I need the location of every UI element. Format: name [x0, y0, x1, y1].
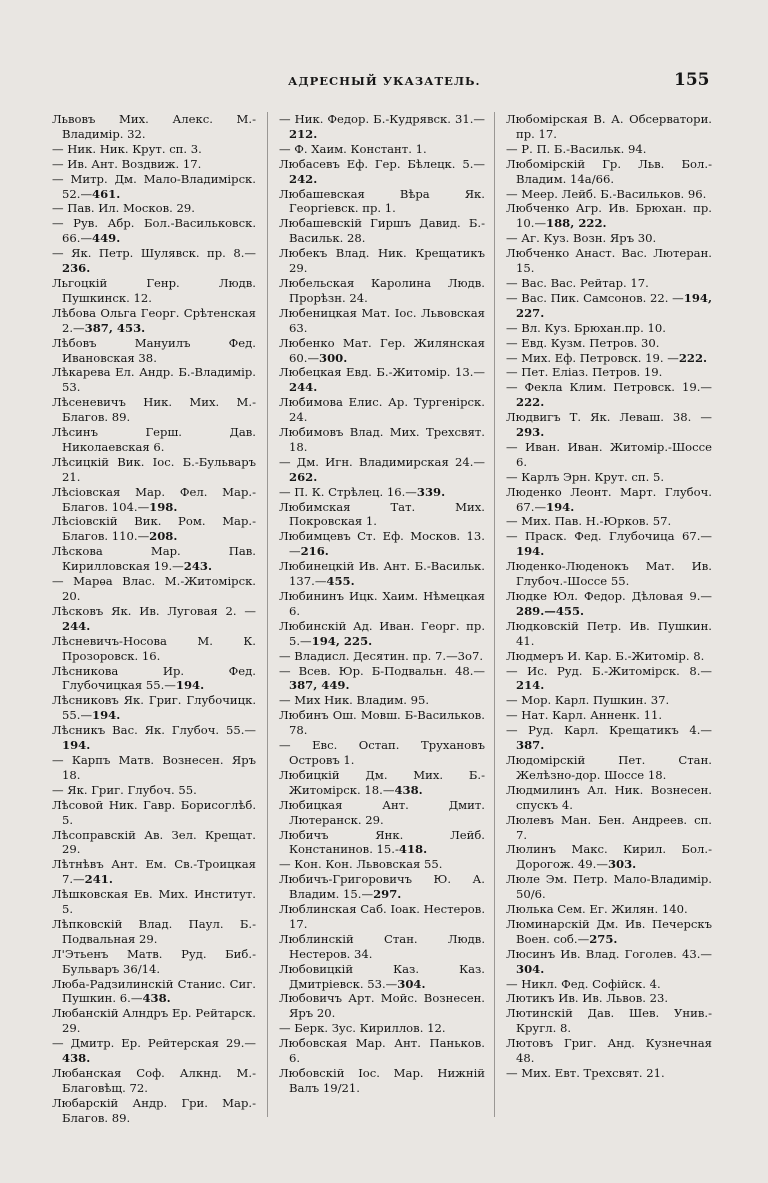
- entry-text: Люденко Леонт. Март. Глубоч. 67.—: [506, 484, 712, 514]
- entry-phone-number: 194.: [516, 544, 545, 559]
- entry-text: Людмеръ И. Кар. Б.-Житомір. 8.: [506, 648, 705, 663]
- entry-text: — Митр. Дм. Мало-Владимірск. 52.—: [52, 171, 256, 201]
- directory-entry: [52, 917, 256, 947]
- entry-text: — Берк. Зус. Кириллов. 12.: [279, 1021, 446, 1036]
- directory-entry: [506, 380, 712, 410]
- entry-phone-number: 461.: [92, 186, 121, 201]
- entry-text: Любичъ-Григоровичъ Ю. А. Владим. 15.—: [279, 872, 485, 902]
- entry-phone-number: 194.: [546, 499, 575, 514]
- entry-text: — Ив. Ант. Воздвиж. 17.: [52, 156, 202, 171]
- directory-entry: [279, 902, 485, 932]
- entry-text: — Вас. Пик. Самсонов. 22. —: [506, 290, 684, 305]
- entry-phone-number: 188, 222.: [546, 216, 607, 231]
- directory-entry: [506, 723, 712, 753]
- entry-text: Любанскій Алндръ Ер. Рейтарск. 29.: [52, 1006, 256, 1036]
- directory-entry: [52, 425, 256, 455]
- entry-phone-number: 449.: [92, 231, 121, 246]
- entry-phone-number: 194, 225.: [311, 633, 373, 648]
- directory-entry: [506, 231, 712, 246]
- directory-entry: [506, 693, 712, 708]
- directory-entry: [279, 1066, 485, 1096]
- entry-phone-number: 387, 453.: [84, 320, 146, 335]
- directory-entry: [506, 321, 712, 336]
- entry-text: Людомірскій Пет. Стан. Желѣзно-дор. Шоссе 18.: [506, 752, 712, 782]
- directory-entry: [52, 1006, 256, 1036]
- entry-phone-number: 222.: [516, 395, 545, 410]
- directory-entry: [52, 306, 256, 336]
- directory-entry: [506, 813, 712, 843]
- directory-entry: [279, 872, 485, 902]
- entry-text: Любовицкій Каз. Каз. Дмитрiевск. 53.—: [279, 961, 485, 991]
- directory-entry: [506, 112, 712, 142]
- entry-text: Людмилинъ Ал. Ник. Вознесен. спускъ 4.: [506, 782, 712, 812]
- directory-entry: [506, 1036, 712, 1066]
- entry-text: Людвигъ Т. Як. Леваш. 38. —: [506, 410, 712, 425]
- directory-entry: [506, 291, 712, 321]
- directory-entry: [52, 276, 256, 306]
- entry-text: Лѣсiовская Мар. Фел. Мар.-Благов. 104.—: [52, 484, 256, 514]
- entry-text: Любомірскій Гр. Льв. Бол.-Владим. 14а/66.: [506, 156, 712, 186]
- directory-entry: [506, 201, 712, 231]
- directory-entry: [506, 753, 712, 783]
- entry-text: Люблинская Саб. Іоак. Нестеров. 17.: [279, 902, 485, 931]
- directory-entry: [506, 783, 712, 813]
- entry-text: Л'Этьенъ Матв. Руд. Биб.-Бульваръ 36/14.: [52, 946, 256, 976]
- entry-text: Лютикъ Ив. Ив. Львов. 23.: [506, 991, 669, 1006]
- entry-phone-number: 304.: [516, 961, 545, 976]
- entry-phone-number: 297.: [373, 887, 402, 902]
- entry-text: — Мих. Евт. Трехсвят. 21.: [506, 1066, 665, 1080]
- column-2: [279, 112, 485, 1112]
- directory-entry: [506, 708, 712, 723]
- directory-entry: [52, 1036, 256, 1066]
- entry-phone-number: 241.: [84, 872, 113, 887]
- entry-phone-number: 289.—455.: [516, 603, 585, 618]
- entry-text: Лѣсинъ Герш. Дав. Николаевская 6.: [52, 425, 256, 454]
- directory-entry: [52, 485, 256, 515]
- entry-text: Любанская Соф. Алкнд. М.-Благовѣщ. 72.: [52, 1066, 256, 1095]
- directory-entry: [506, 977, 712, 992]
- entry-phone-number: 194.: [92, 708, 121, 723]
- entry-text: Любовичъ Арт. Мойс. Вознесен. Яръ 20.: [279, 991, 485, 1021]
- entry-phone-number: 438.: [62, 1051, 91, 1066]
- entry-text: Любельская Каролина Людв. Прорѣзн. 24.: [279, 275, 485, 305]
- entry-text: — Владисл. Десятин. пр. 7.—3о7.: [279, 648, 484, 663]
- entry-text: Людковскій Петр. Ив. Пушкин. 41.: [506, 618, 712, 648]
- entry-text: Лютинскій Дав. Шев. Унив.-Кругл. 8.: [506, 1006, 712, 1036]
- directory-entry: [506, 514, 712, 529]
- entry-text: Люлевъ Ман. Бен. Андреев. сп. 7.: [506, 812, 712, 842]
- directory-entry: [279, 425, 485, 455]
- directory-entry: [279, 559, 485, 589]
- entry-text: — Руд. Карл. Крещатикъ 4.—: [506, 723, 712, 738]
- directory-entry: [506, 1066, 712, 1081]
- entry-text: Любичъ Янк. Лейб. Констанинов. 15.-: [279, 827, 485, 857]
- entry-text: — Як. Петр. Шулявск. пр. 8.—: [52, 246, 256, 261]
- entry-text: Любимовъ Влад. Мих. Трехсвят. 18.: [279, 425, 485, 454]
- entry-text: — Никл. Фед. Софійск. 4.: [506, 976, 661, 991]
- entry-text: — Всев. Юр. Б-Подвальн. 48.—: [279, 663, 485, 678]
- entry-text: Люблинскій Стан. Людв. Нестеров. 34.: [279, 931, 485, 961]
- entry-phone-number: 300.: [319, 350, 348, 365]
- entry-text: — Як. Григ. Глубоч. 55.: [52, 782, 197, 797]
- directory-entry: [52, 172, 256, 202]
- entry-text: Лѣсiовскій Вик. Ром. Мар.-Благов. 110.—: [52, 514, 256, 544]
- directory-entry: [506, 470, 712, 485]
- entry-text: Лѣшковская Ев. Мих. Институт. 5.: [52, 887, 256, 917]
- entry-phone-number: 214.: [516, 678, 545, 693]
- entry-phone-number: 242.: [289, 171, 318, 186]
- directory-entry: [52, 336, 256, 366]
- directory-entry: [506, 664, 712, 694]
- directory-entry: [506, 336, 712, 351]
- entry-text: Любимцевъ Ст. Еф. Москов. 13.—: [279, 529, 485, 559]
- entry-text: — Кон. Кон. Львовская 55.: [279, 857, 443, 872]
- entry-phone-number: 293.: [516, 425, 545, 440]
- directory-entry: [52, 664, 256, 694]
- column-divider: [494, 112, 495, 1117]
- entry-text: Люле Эм. Петр. Мало-Владимір. 50/6.: [506, 872, 712, 902]
- directory-entry: [279, 485, 485, 500]
- entry-text: — П. К. Стрѣлец. 16.—: [279, 484, 417, 499]
- entry-phone-number: 303.: [607, 857, 637, 872]
- directory-entry: [52, 395, 256, 425]
- entry-text: Любицкая Ант. Дмит. Лютеранск. 29.: [279, 797, 485, 827]
- entry-text: Лѣсовой Ник. Гавр. Борисоглѣб. 5.: [52, 797, 256, 827]
- entry-text: Лѣсниковъ Як. Григ. Глубочицк. 55.—: [52, 693, 256, 723]
- entry-text: Лѣкарева Ел. Андр. Б.-Владимір. 53.: [52, 365, 256, 395]
- entry-text: — Праск. Фед. Глубочица 67.—: [506, 529, 712, 544]
- directory-entry: [279, 157, 485, 187]
- directory-entry: [279, 529, 485, 559]
- entry-text: — Евс. Остап. Трухановъ Островъ 1.: [279, 738, 485, 767]
- entry-text: Любицкій Дм. Мих. Б.-Житомірск. 18.—: [279, 767, 485, 797]
- directory-entry: [52, 112, 256, 142]
- directory-entry: [279, 708, 485, 738]
- entry-phone-number: 212.: [289, 126, 318, 141]
- entry-text: Любашевскій Гиршъ Давид. Б.-Васильк. 28.: [279, 216, 485, 246]
- directory-entry: [506, 351, 712, 366]
- directory-entry: [279, 455, 485, 485]
- directory-entry: [52, 693, 256, 723]
- entry-text: Любимская Тат. Мих. Покровская 1.: [279, 499, 485, 529]
- directory-entry: [506, 649, 712, 664]
- directory-entry: [279, 589, 485, 619]
- entry-phone-number: 438.: [142, 991, 171, 1006]
- entry-text: Лѣсицкій Вик. Іос. Б.-Бульваръ 21.: [52, 454, 256, 484]
- directory-entry: [506, 619, 712, 649]
- entry-text: — Меер. Лейб. Б.-Васильков. 96.: [506, 186, 707, 201]
- entry-text: Лѣтнѣвъ Ант. Ем. Св.-Троицкая 7.—: [52, 857, 256, 887]
- entry-phone-number: 208.: [149, 529, 178, 544]
- entry-text: — Мих. Еф. Петровск. 19. —: [506, 350, 679, 365]
- entry-phone-number: 339.: [416, 484, 446, 499]
- entry-text: Любинскій Ад. Иван. Георг. пр. 5.—: [279, 618, 485, 648]
- entry-text: Любекъ Влад. Ник. Крещатикъ 29.: [279, 246, 485, 276]
- entry-text: — Евд. Кузм. Петров. 30.: [506, 335, 660, 350]
- directory-entry: [279, 857, 485, 872]
- directory-entry: [506, 947, 712, 977]
- directory-entry: [52, 857, 256, 887]
- entry-text: — Вл. Куз. Брюхан.пр. 10.: [506, 320, 666, 335]
- entry-text: — Карпъ Матв. Вознесен. Яръ 18.: [52, 752, 256, 782]
- entry-phone-number: 194, 227.: [516, 290, 712, 320]
- directory-entry: [279, 991, 485, 1021]
- directory-entry: [506, 410, 712, 440]
- entry-text: Любовскій Іос. Мар. Нижній Валъ 19/21.: [279, 1066, 485, 1095]
- entry-text: Люлинъ Макс. Кирил. Бол.-Дорогож. 49.—: [506, 842, 712, 872]
- directory-entry: [279, 962, 485, 992]
- entry-text: — Рув. Абр. Бол.-Васильковск. 66.—: [52, 216, 256, 246]
- directory-entry: [279, 112, 485, 142]
- directory-entry: [506, 365, 712, 380]
- entry-text: Любимова Елис. Ар. Тургенiрск. 24.: [279, 395, 485, 425]
- directory-entry: [52, 246, 256, 276]
- directory-entry: [506, 991, 712, 1006]
- directory-entry: [506, 142, 712, 157]
- entry-phone-number: 418.: [398, 842, 428, 857]
- entry-text: Лѣсневичъ-Носова М. К. Прозоровск. 16.: [52, 633, 256, 663]
- directory-entry: [506, 559, 712, 589]
- directory-entry: [279, 500, 485, 530]
- entry-text: — Ис. Руд. Б.-Житомірск. 8.—: [506, 663, 712, 678]
- directory-entry: [52, 574, 256, 604]
- directory-entry: [506, 485, 712, 515]
- directory-entry: [52, 1096, 256, 1126]
- entry-phone-number: 438.: [394, 782, 423, 797]
- entry-text: — Аг. Куз. Возн. Яръ 30.: [506, 231, 657, 246]
- column-1: [52, 112, 256, 1125]
- entry-phone-number: 387.: [516, 738, 545, 753]
- directory-entry: [506, 917, 712, 947]
- directory-entry: [279, 649, 485, 664]
- directory-entry: [52, 887, 256, 917]
- entry-text: — Дм. Игн. Владимирская 24.—: [279, 454, 485, 469]
- entry-phone-number: 387, 449.: [289, 678, 350, 693]
- entry-text: Любомірская В. А. Обсерватори. пр. 17.: [506, 112, 712, 141]
- entry-text: Любенко Мат. Гер. Жилянская 60.—: [279, 335, 485, 365]
- entry-text: — Иван. Иван. Житомір.-Шоссе 6.: [506, 439, 712, 469]
- entry-phone-number: 194.: [62, 738, 91, 753]
- entry-text: Любченко Агр. Ив. Брюхан. пр. 10.—: [506, 201, 712, 231]
- entry-text: — Мих Ник. Владим. 95.: [279, 693, 430, 708]
- entry-text: Любченко Анаст. Вас. Лютеран. 15.: [506, 246, 712, 276]
- directory-entry: [506, 842, 712, 872]
- directory-entry: [506, 187, 712, 202]
- entry-text: — Мор. Карл. Пушкин. 37.: [506, 693, 670, 708]
- directory-entry: [279, 246, 485, 276]
- directory-entry: [52, 947, 256, 977]
- entry-phone-number: 244.: [62, 618, 91, 633]
- directory-entry: [279, 828, 485, 858]
- entry-text: Лѣсоправскій Ав. Зел. Крещат. 29.: [52, 827, 256, 857]
- running-title: АДРЕСНЫЙ УКАЗАТЕЛЬ.: [288, 74, 481, 88]
- directory-entry: [279, 738, 485, 768]
- entry-text: Люминарскій Дм. Ив. Печерскъ Воен. соб.—: [506, 916, 712, 946]
- page-number: 155: [674, 70, 710, 90]
- directory-entry: [52, 142, 256, 157]
- entry-text: Любецкая Евд. Б.-Житомір. 13.—: [279, 365, 485, 380]
- entry-text: Лѣсникова Ир. Фед. Глубочицкая 55.—: [52, 663, 256, 693]
- entry-text: — Марѳа Влас. М.-Житомірск. 20.: [52, 574, 256, 603]
- entry-text: Лѣбовъ Мануилъ Фед. Ивановская 38.: [52, 335, 256, 365]
- directory-entry: [506, 440, 712, 470]
- entry-text: — Вас. Вас. Рейтар. 17.: [506, 275, 649, 290]
- directory-entry: [279, 276, 485, 306]
- entry-phone-number: 244.: [289, 380, 318, 395]
- page-header: [0, 70, 768, 94]
- entry-text: — Ф. Хаим. Констант. 1.: [279, 141, 427, 156]
- entry-text: — Карлъ Эрн. Крут. сп. 5.: [506, 469, 665, 484]
- entry-text: — Ник. Федор. Б.-Кудрявск. 31.—: [279, 112, 485, 126]
- entry-phone-number: 243.: [183, 559, 213, 574]
- directory-entry: [279, 1021, 485, 1036]
- entry-text: Люба-Радзилинскій Станис. Сиг. Пушкин. 6.—: [52, 976, 256, 1006]
- directory-entry: [279, 619, 485, 649]
- entry-text: Лютовъ Григ. Анд. Кузнечная 48.: [506, 1036, 712, 1066]
- directory-entry: [506, 589, 712, 619]
- entry-text: Любининъ Ицк. Хаим. Нѣмецкая 6.: [279, 589, 485, 618]
- directory-entry: [52, 634, 256, 664]
- directory-entry: [279, 187, 485, 217]
- directory-entry: [52, 216, 256, 246]
- directory-entry: [279, 142, 485, 157]
- entry-text: Любинецкій Ив. Ант. Б.-Васильк. 137.—: [279, 559, 485, 589]
- entry-phone-number: 216.: [300, 544, 329, 559]
- entry-text: Лѣсковъ Як. Ив. Луговая 2. —: [52, 603, 256, 618]
- directory-entry: [52, 977, 256, 1007]
- entry-phone-number: 194.: [175, 678, 205, 693]
- directory-entry: [52, 455, 256, 485]
- entry-text: Лѣсеневичъ Ник. Мих. М.-Благов. 89.: [52, 395, 256, 425]
- entry-text: Любинъ Ош. Мовш. Б-Васильков. 78.: [279, 708, 485, 738]
- directory-entry: [279, 768, 485, 798]
- entry-text: Лѣпковскій Влад. Паул. Б.-Подвальная 29.: [52, 916, 256, 946]
- entry-text: — Пет. Eліаз. Петров. 19.: [506, 365, 663, 380]
- entry-phone-number: 455.: [326, 574, 355, 589]
- entry-text: Любасевъ Еф. Гер. Бѣлецк. 5.—: [279, 156, 485, 171]
- entry-phone-number: 262.: [289, 469, 318, 484]
- entry-text: — Мих. Пав. Н.-Юрков. 57.: [506, 514, 672, 529]
- directory-entry: [52, 514, 256, 544]
- column-3: [506, 112, 712, 1112]
- directory-entry: [279, 395, 485, 425]
- directory-entry: [506, 902, 712, 917]
- entry-text: — Р. П. Б.-Васильк. 94.: [506, 141, 647, 156]
- entry-text: Львовъ Мих. Алекс. М.-Владимір. 32.: [52, 112, 256, 141]
- directory-entry: [279, 932, 485, 962]
- entry-text: Люсинъ Ив. Влад. Гоголев. 43.—: [506, 946, 712, 961]
- entry-text: — Нат. Карл. Анненк. 11.: [506, 708, 663, 723]
- directory-entry: [279, 365, 485, 395]
- entry-text: — Пав. Ил. Москов. 29.: [52, 201, 195, 216]
- directory-entry: [506, 276, 712, 291]
- entry-text: Людке Юл. Федор. Дѣловая 9.—: [506, 589, 712, 603]
- entry-text: — Фекла Клим. Петровск. 19.—: [506, 380, 712, 395]
- entry-text: Лѣскова Мар. Пав. Кирилловская 19.—: [52, 544, 256, 574]
- directory-entry: [506, 872, 712, 902]
- directory-entry: [52, 723, 256, 753]
- directory-entry: [279, 216, 485, 246]
- directory-entry: [506, 157, 712, 187]
- directory-entry: [279, 1036, 485, 1066]
- column-divider: [267, 112, 268, 1117]
- entry-text: Любарскій Андр. Гри. Мар.-Благов. 89.: [52, 1095, 256, 1125]
- directory-entry: [506, 246, 712, 276]
- entry-text: Льгоцкій Генр. Людв. Пушкинск. 12.: [52, 275, 256, 305]
- entry-text: Любашевская Вѣра Як. Георгiевск. пр. 1.: [279, 186, 485, 216]
- directory-entry: [52, 753, 256, 783]
- entry-phone-number: 236.: [62, 261, 91, 276]
- entry-text: — Дмитр. Ер. Рейтерская 29.—: [52, 1036, 256, 1051]
- entry-phone-number: 304.: [397, 976, 426, 991]
- entry-phone-number: 198.: [149, 499, 178, 514]
- directory-entry: [52, 1066, 256, 1096]
- entry-text: Люлька Сем. Ег. Жилян. 140.: [506, 902, 688, 917]
- entry-text: Любеницкая Мат. Іос. Львовская 63.: [279, 305, 485, 335]
- directory-entry: [52, 544, 256, 574]
- entry-text: — Ник. Ник. Крут. сп. 3.: [52, 141, 202, 156]
- entry-text: Лѣсникъ Вас. Як. Глубоч. 55.—: [52, 723, 256, 738]
- directory-entry: [52, 604, 256, 634]
- directory-entry: [279, 693, 485, 708]
- entry-phone-number: 222.: [678, 350, 708, 365]
- directory-entry: [279, 664, 485, 694]
- directory-entry: [279, 336, 485, 366]
- directory-entry: [506, 529, 712, 559]
- entry-text: Люденко-Люденокъ Мат. Ив. Глубоч.-Шоссе 55.: [506, 559, 712, 589]
- entry-phone-number: 275.: [589, 931, 618, 946]
- directory-entry: [279, 798, 485, 828]
- directory-entry: [52, 783, 256, 798]
- directory-entry: [52, 157, 256, 172]
- directory-entry: [52, 828, 256, 858]
- directory-entry: [52, 798, 256, 828]
- directory-entry: [279, 306, 485, 336]
- entry-text: Любовская Мар. Ант. Паньков. 6.: [279, 1036, 485, 1066]
- directory-entry: [52, 201, 256, 216]
- entry-text: Лѣбова Ольга Георг. Срѣтенская 2.—: [52, 305, 256, 335]
- directory-entry: [506, 1006, 712, 1036]
- directory-entry: [52, 365, 256, 395]
